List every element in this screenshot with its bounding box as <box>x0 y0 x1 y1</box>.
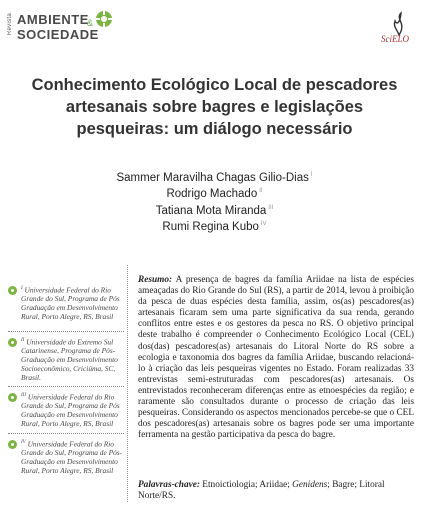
author-name-text: Rumi Regina Kubo <box>162 220 259 233</box>
author-name-text: Tatiana Mota Miranda <box>155 204 267 217</box>
journal-name-ampersand: & <box>87 18 94 28</box>
journal-emblem-icon <box>95 10 113 28</box>
author-name <box>0 169 429 185</box>
author-list <box>0 169 429 234</box>
affiliation-divider <box>8 386 124 387</box>
author-affiliation-mark: III <box>268 204 274 211</box>
affiliation-item <box>8 392 128 432</box>
author-name-text: Sammer Maravilha Chagas Gilio-Dias <box>116 171 309 184</box>
author-name-text: Rodrigo Machado <box>166 188 258 201</box>
affiliation-text: Universidade do Extremo Sul Catarinense, Programa de Pós-Graduação em Desenvolvimento Socioeconômico, Criciúma, SC, Brasil. <box>21 337 118 382</box>
affiliation-divider <box>8 331 124 332</box>
affiliation-item <box>8 439 128 479</box>
keywords-label: Palavras-chave: <box>138 480 200 490</box>
orcid-icon[interactable] <box>8 286 17 295</box>
orcid-icon[interactable] <box>8 338 17 347</box>
scielo-logo[interactable] <box>381 11 415 49</box>
keywords-text-part2: ; Bagre; Litoral Norte/RS. <box>138 480 385 502</box>
affiliation-mark: IV <box>21 440 26 445</box>
keywords-text-italic: Genidens <box>292 480 328 490</box>
article-title: Conhecimento Ecológico Local de pescadores artesanais sobre bagres e legislações pesqueiras: um diálogo necessário <box>31 76 398 138</box>
author-affiliation-mark: IV <box>260 220 267 227</box>
orcid-icon[interactable] <box>8 440 17 449</box>
affiliation-text: Universidade Federal do Rio Grande do Sul, Programa de Pós Graduação em Desenvolvimento Rural, Porto Alegre, RS, Brasil <box>21 285 120 321</box>
column-divider <box>127 265 128 502</box>
abstract <box>138 275 414 441</box>
affiliation-text: Universidade Federal do Rio Grande do Sul, Programa de Pós Graduação em Desenvolvimento Rural, Porto Alegre, RS, Brasil <box>21 392 120 428</box>
keywords <box>138 480 414 502</box>
journal-name-line1: AMBIENTE <box>17 12 89 27</box>
affiliation-mark: I <box>21 286 23 291</box>
journal-name-line2: SOCIEDADE <box>17 27 99 42</box>
affiliation-divider <box>8 433 124 434</box>
affiliation-mark: II <box>21 338 25 343</box>
author-affiliation-mark: II <box>259 188 263 195</box>
affiliation-item <box>8 285 128 333</box>
abstract-label: Resumo: <box>138 275 173 285</box>
journal-prefix: Revista <box>7 13 13 36</box>
affiliation-text: Universidade Federal do Rio Grande do Sul, Programa de Pós-Graduação em Desenvolvimento Rural, Porto Alegre, RS, Brasil <box>21 439 123 475</box>
affiliation-item <box>8 337 128 385</box>
scielo-wordmark: SciELO <box>381 34 409 44</box>
orcid-icon[interactable] <box>8 393 17 402</box>
author-name <box>0 202 429 218</box>
author-affiliation-mark: I <box>310 172 313 178</box>
author-name <box>0 218 429 234</box>
keywords-text-part1: Etnoictiologia; Ariidae; <box>202 480 293 490</box>
author-name <box>0 185 429 201</box>
affiliation-mark: III <box>21 393 26 398</box>
abstract-text: A presença de bagres da família Ariidae na lista de espécies ameaçadas do Rio Grande do Sul (RS), a partir de 2014, levou à proibição da pesca de duas espécies desta família, assim, os(as) pescadores(as) artesanais ficaram sem uma parte significativa da sua renda, gerando conflitos entre estes e os gestores da pesca no RS. O objetivo principal deste trabalho é compreender o Conhecimento Ecológico Local (CEL) dos(das) pescadores(as) artesanais do Litoral Norte do RS sobre a ecologia e taxonomia dos bagres da família Ariidae, buscando relacioná-lo à criação das leis pesqueiras vigentes no Estado. Foram realizadas 33 entrevistas semi-estruturadas com pescadores(as) artesanais. Os entrevistados reconheceram diferenças entre as etnoespécies da região; e raramente são consultados durante o processo de criação das leis pesqueiras. Considerando os aspectos mencionados percebe-se que o CEL dos pescadores(as) artesanais sobre os bagres pode ser uma importante ferramenta na gestão participativa da pesca do bagre. <box>138 275 415 441</box>
journal-logo <box>7 9 119 45</box>
